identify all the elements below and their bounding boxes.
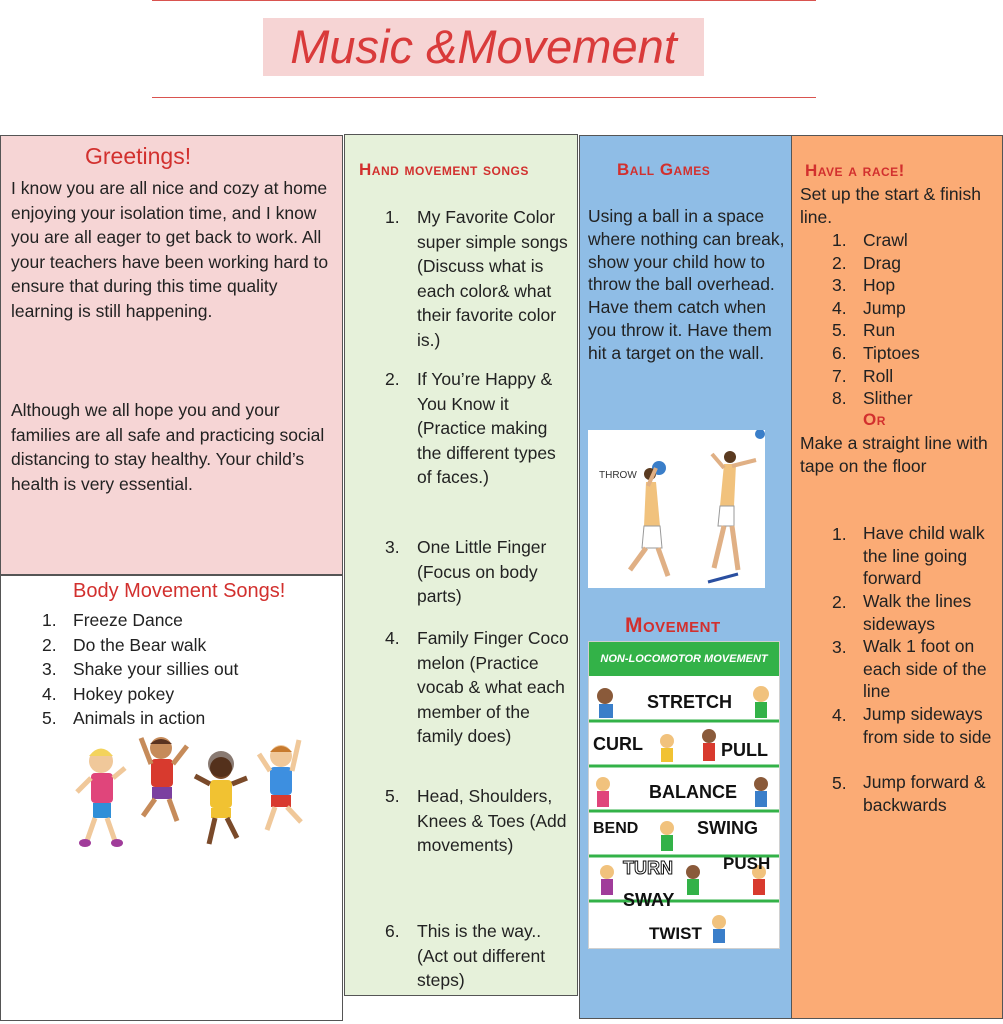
poster-word: SWAY (623, 890, 675, 910)
list-item: 1. My Favorite Color super simple songs (Discuss what is each color& what their favorite color is.) (385, 207, 568, 350)
poster-word: PUSH (723, 854, 771, 873)
hand-movement-panel (344, 134, 578, 996)
bottom-rule (152, 97, 816, 98)
list-item: 4. Jump sideways from side to side (832, 704, 992, 747)
body-movement-list (42, 608, 332, 731)
ball-games-paragraph: Using a ball in a space where nothing can break, show your child how to throw the ball overhead. Have them catch when you throw it. Have them hit a target on the wall. (588, 206, 785, 363)
line-list (832, 522, 1000, 816)
kid-figure (195, 751, 247, 844)
list-item: 3. Shake your sillies out (42, 659, 239, 679)
poster-word: STRETCH (647, 692, 732, 712)
list-item: 5. Head, Shoulders, Knees & Toes (Add movements) (385, 786, 567, 855)
list-item: 5. Animals in action (42, 708, 206, 728)
throw-label: THROW (599, 470, 637, 481)
greetings-panel (0, 135, 343, 575)
list-item: 3. Hop (832, 275, 896, 296)
poster-word: CURL (593, 734, 643, 754)
or-label: Or (863, 410, 886, 429)
top-rule (152, 0, 816, 1)
body-movement-panel (0, 575, 343, 1021)
hand-movement-heading: Hand movement songs (359, 160, 529, 179)
list-item: 1. Have child walk the line going forward (832, 523, 985, 588)
dancing-kids-illustration (71, 726, 321, 856)
line-intro: Make a straight line with tape on the floor (800, 433, 988, 476)
poster-title: NON-LOCOMOTOR MOVEMENT (589, 642, 779, 676)
race-list (832, 228, 1000, 409)
poster-word: BEND (593, 820, 639, 837)
race-panel (791, 135, 1003, 1019)
movement-poster (588, 641, 780, 949)
movement-heading: Movement (625, 614, 721, 637)
page-title: Music &Movement (290, 20, 677, 73)
kid-figure (259, 740, 301, 830)
list-item: 4. Family Finger Coco melon (Practice vocab & what each member of the family does) (385, 628, 569, 746)
ball-games-panel (579, 135, 792, 1019)
list-item: 2. Do the Bear walk (42, 634, 207, 655)
poster-grid (589, 676, 779, 948)
list-item: 6. Tiptoes (832, 342, 920, 363)
list-item: 1. Crawl (832, 230, 908, 250)
throw-illustration (588, 430, 765, 588)
greetings-heading: Greetings! (85, 143, 192, 169)
list-item: 7. Roll (832, 365, 894, 386)
list-item: 4. Hokey pokey (42, 683, 175, 704)
list-item: 2. If You’re Happy & You Know it (Practice making the different types of faces.) (385, 369, 556, 487)
race-intro: Set up the start & finish line. (800, 184, 981, 227)
list-item: 2. Drag (832, 252, 901, 273)
list-item: 3. One Little Finger (Focus on body parts) (385, 537, 547, 606)
poster-word: BALANCE (649, 782, 737, 802)
hand-movement-list (385, 205, 571, 993)
list-item: 5. Run (832, 320, 896, 341)
ball-games-heading: Ball Games (617, 160, 711, 179)
list-item: 1. Freeze Dance (42, 610, 183, 630)
greetings-paragraph-1: I know you are all nice and cozy at home enjoying your isolation time, and I know you are all eager to get back to work. All your teachers have been working hard to ensure that during this time quality learning is still happening. (11, 178, 329, 321)
poster-word: TURN (623, 858, 673, 878)
poster-word: PULL (721, 740, 768, 760)
list-item: 2. Walk the lines sideways (832, 591, 972, 634)
body-movement-heading: Body Movement Songs! (73, 580, 286, 602)
throwing-figures (588, 430, 765, 588)
list-item: 6. This is the way.. (Act out different steps) (385, 921, 546, 990)
kid-figure (141, 737, 187, 821)
list-item: 5. Jump forward & backwards (832, 772, 986, 815)
greetings-paragraph-2: Although we all hope you and your families are all safe and practicing social distancing to stay healthy. Your child’s health is very essential. (11, 400, 325, 494)
list-item: 8. Slither (832, 388, 913, 409)
race-heading: Have a race! (805, 161, 905, 180)
kid-figure (77, 749, 125, 848)
list-item: 4. Jump (832, 297, 906, 318)
poster-word: SWING (697, 818, 758, 838)
poster-word: TWIST (649, 924, 702, 943)
list-item: 3. Walk 1 foot on each side of the line (832, 636, 987, 701)
